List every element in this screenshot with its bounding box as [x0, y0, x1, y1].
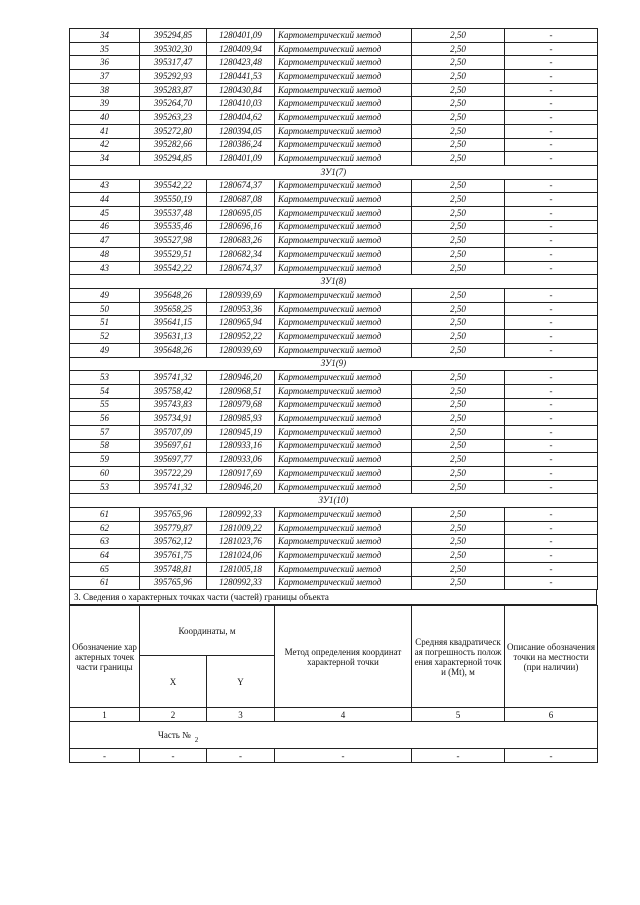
coord-x: 395272,80 [140, 124, 207, 138]
coord-y: 1280674,37 [207, 179, 275, 193]
mt-cell: 2,50 [412, 343, 505, 357]
coord-y: 1280695,05 [207, 206, 275, 220]
point-number: 37 [70, 70, 140, 84]
description-cell: - [505, 193, 598, 207]
description-cell: - [505, 302, 598, 316]
method-cell: Картометрический метод [275, 124, 412, 138]
point-number: 53 [70, 480, 140, 494]
table-row [70, 124, 598, 138]
mt-cell: 2,50 [412, 56, 505, 70]
description-cell: - [505, 467, 598, 481]
table-row [70, 193, 598, 207]
coord-y: 1280682,34 [207, 248, 275, 262]
description-cell: - [505, 152, 598, 166]
description-cell: - [505, 453, 598, 467]
header-x: X [140, 656, 207, 708]
description-cell: - [505, 549, 598, 563]
table-row [70, 70, 598, 84]
method-cell: Картометрический метод [275, 302, 412, 316]
mt-cell: 2,50 [412, 138, 505, 152]
table-row [70, 412, 598, 426]
point-number: 64 [70, 549, 140, 563]
point-number: 61 [70, 508, 140, 522]
method-cell: Картометрический метод [275, 562, 412, 576]
coord-x: 395527,98 [140, 234, 207, 248]
method-cell: Картометрический метод [275, 248, 412, 262]
point-number: 56 [70, 412, 140, 426]
coord-y: 1280696,16 [207, 220, 275, 234]
mt-cell: 2,50 [412, 535, 505, 549]
method-cell: Картометрический метод [275, 535, 412, 549]
description-cell: - [505, 206, 598, 220]
point-number: 60 [70, 467, 140, 481]
coord-x: 395741,32 [140, 480, 207, 494]
method-cell: Картометрический метод [275, 56, 412, 70]
point-number: 34 [70, 29, 140, 43]
coord-y: 1280946,20 [207, 480, 275, 494]
mt-cell: 2,50 [412, 234, 505, 248]
part-label: Часть № [158, 729, 191, 740]
col-number: 2 [140, 708, 207, 722]
section-label: ЗУ1(9) [70, 357, 598, 371]
table-row [70, 234, 598, 248]
column-numbers-row [70, 708, 598, 722]
coord-x: 395765,96 [140, 576, 207, 590]
method-cell: Картометрический метод [275, 521, 412, 535]
coord-y: 1280945,19 [207, 425, 275, 439]
coord-y: 1280933,16 [207, 439, 275, 453]
coord-y: 1280953,36 [207, 302, 275, 316]
point-number: 46 [70, 220, 140, 234]
coord-x: 395631,13 [140, 330, 207, 344]
description-cell: - [505, 248, 598, 262]
description-cell: - [505, 70, 598, 84]
point-number: 45 [70, 206, 140, 220]
coord-y: 1280985,93 [207, 412, 275, 426]
mt-cell: 2,50 [412, 439, 505, 453]
table-row [70, 398, 598, 412]
table-row [70, 384, 598, 398]
part-row [70, 722, 598, 749]
point-number: 49 [70, 343, 140, 357]
table-row [70, 97, 598, 111]
coord-x: 395283,87 [140, 83, 207, 97]
coord-y: 1280409,94 [207, 42, 275, 56]
coord-y: 1280933,06 [207, 453, 275, 467]
coord-x: 395748,81 [140, 562, 207, 576]
coord-y: 1281023,76 [207, 535, 275, 549]
table-row [70, 42, 598, 56]
mt-cell: 2,50 [412, 576, 505, 590]
empty-cell: - [207, 749, 275, 763]
mt-cell: 2,50 [412, 124, 505, 138]
coordinates-table [69, 28, 598, 590]
header-y: Y [207, 656, 275, 708]
table-row [70, 562, 598, 576]
table-row [70, 343, 598, 357]
description-cell: - [505, 56, 598, 70]
section-label: ЗУ1(7) [70, 165, 598, 179]
coord-x: 395741,32 [140, 371, 207, 385]
coord-x: 395294,85 [140, 152, 207, 166]
coord-y: 1280946,20 [207, 371, 275, 385]
mt-cell: 2,50 [412, 521, 505, 535]
table-row [70, 439, 598, 453]
description-cell: - [505, 384, 598, 398]
coord-y: 1281009,22 [207, 521, 275, 535]
description-cell: - [505, 412, 598, 426]
coord-x: 395762,12 [140, 535, 207, 549]
point-number: 36 [70, 56, 140, 70]
point-number: 44 [70, 193, 140, 207]
table-row [70, 480, 598, 494]
table-row [70, 220, 598, 234]
table-row [70, 576, 598, 590]
point-number: 43 [70, 261, 140, 275]
empty-data-row [70, 749, 598, 763]
mt-cell: 2,50 [412, 152, 505, 166]
point-number: 50 [70, 302, 140, 316]
table-row [70, 330, 598, 344]
characteristic-points-table [69, 605, 598, 763]
coord-y: 1280992,33 [207, 576, 275, 590]
table-row [70, 508, 598, 522]
coord-x: 395761,75 [140, 549, 207, 563]
coord-x: 395697,77 [140, 453, 207, 467]
part-number: 2 [194, 735, 199, 744]
col-number: 5 [412, 708, 505, 722]
table-row [70, 152, 598, 166]
coord-y: 1280394,05 [207, 124, 275, 138]
coord-x: 395317,47 [140, 56, 207, 70]
coord-x: 395658,25 [140, 302, 207, 316]
mt-cell: 2,50 [412, 179, 505, 193]
coord-x: 395537,48 [140, 206, 207, 220]
coord-y: 1281024,06 [207, 549, 275, 563]
point-number: 58 [70, 439, 140, 453]
header-mt: Средняя квадратическая погрешность положения характерной точки (Mt), м [412, 606, 505, 708]
coord-y: 1280386,24 [207, 138, 275, 152]
coord-x: 395641,15 [140, 316, 207, 330]
mt-cell: 2,50 [412, 261, 505, 275]
method-cell: Картометрический метод [275, 330, 412, 344]
method-cell: Картометрический метод [275, 480, 412, 494]
table-row [70, 29, 598, 43]
table-row [70, 248, 598, 262]
description-cell: - [505, 398, 598, 412]
empty-cell: - [505, 749, 598, 763]
coord-x: 395648,26 [140, 343, 207, 357]
mt-cell: 2,50 [412, 508, 505, 522]
coord-x: 395294,85 [140, 29, 207, 43]
mt-cell: 2,50 [412, 193, 505, 207]
coord-y: 1280404,62 [207, 111, 275, 125]
coord-x: 395743,83 [140, 398, 207, 412]
method-cell: Картометрический метод [275, 152, 412, 166]
method-cell: Картометрический метод [275, 398, 412, 412]
mt-cell: 2,50 [412, 220, 505, 234]
method-cell: Картометрический метод [275, 234, 412, 248]
coord-x: 395542,22 [140, 179, 207, 193]
coord-x: 395264,70 [140, 97, 207, 111]
method-cell: Картометрический метод [275, 261, 412, 275]
section-3-title: 3. Сведения о характерных точках части (частей) границы объекта [69, 590, 597, 605]
coord-x: 395542,22 [140, 261, 207, 275]
method-cell: Картометрический метод [275, 289, 412, 303]
coord-y: 1280965,94 [207, 316, 275, 330]
coord-x: 395529,51 [140, 248, 207, 262]
mt-cell: 2,50 [412, 412, 505, 426]
mt-cell: 2,50 [412, 549, 505, 563]
coord-x: 395282,66 [140, 138, 207, 152]
coord-y: 1280939,69 [207, 343, 275, 357]
coord-x: 395263,23 [140, 111, 207, 125]
coord-x: 395758,42 [140, 384, 207, 398]
section-row [70, 357, 598, 371]
col-number: 6 [505, 708, 598, 722]
method-cell: Картометрический метод [275, 384, 412, 398]
table-row [70, 56, 598, 70]
table-row [70, 316, 598, 330]
description-cell: - [505, 343, 598, 357]
description-cell: - [505, 234, 598, 248]
coord-y: 1280674,37 [207, 261, 275, 275]
table-row [70, 83, 598, 97]
point-number: 48 [70, 248, 140, 262]
mt-cell: 2,50 [412, 42, 505, 56]
col-number: 1 [70, 708, 140, 722]
coord-y: 1280992,33 [207, 508, 275, 522]
mt-cell: 2,50 [412, 453, 505, 467]
mt-cell: 2,50 [412, 480, 505, 494]
table-row [70, 111, 598, 125]
description-cell: - [505, 289, 598, 303]
empty-cell: - [412, 749, 505, 763]
method-cell: Картометрический метод [275, 508, 412, 522]
description-cell: - [505, 83, 598, 97]
table-row [70, 549, 598, 563]
coord-x: 395292,93 [140, 70, 207, 84]
description-cell: - [505, 576, 598, 590]
description-cell: - [505, 508, 598, 522]
description-cell: - [505, 179, 598, 193]
table-row [70, 467, 598, 481]
col-number: 4 [275, 708, 412, 722]
point-number: 47 [70, 234, 140, 248]
coord-x: 395722,29 [140, 467, 207, 481]
coord-y: 1280430,84 [207, 83, 275, 97]
point-number: 49 [70, 289, 140, 303]
method-cell: Картометрический метод [275, 549, 412, 563]
description-cell: - [505, 261, 598, 275]
point-number: 42 [70, 138, 140, 152]
mt-cell: 2,50 [412, 398, 505, 412]
method-cell: Картометрический метод [275, 83, 412, 97]
method-cell: Картометрический метод [275, 111, 412, 125]
description-cell: - [505, 97, 598, 111]
table-row [70, 179, 598, 193]
mt-cell: 2,50 [412, 316, 505, 330]
section-label: ЗУ1(10) [70, 494, 598, 508]
method-cell: Картометрический метод [275, 439, 412, 453]
method-cell: Картометрический метод [275, 343, 412, 357]
point-number: 61 [70, 576, 140, 590]
method-cell: Картометрический метод [275, 42, 412, 56]
coord-y: 1280917,69 [207, 467, 275, 481]
description-cell: - [505, 138, 598, 152]
point-number: 43 [70, 179, 140, 193]
mt-cell: 2,50 [412, 111, 505, 125]
coord-y: 1280979,68 [207, 398, 275, 412]
mt-cell: 2,50 [412, 206, 505, 220]
point-number: 54 [70, 384, 140, 398]
method-cell: Картометрический метод [275, 138, 412, 152]
method-cell: Картометрический метод [275, 97, 412, 111]
description-cell: - [505, 42, 598, 56]
mt-cell: 2,50 [412, 97, 505, 111]
description-cell: - [505, 316, 598, 330]
mt-cell: 2,50 [412, 467, 505, 481]
point-number: 53 [70, 371, 140, 385]
point-number: 35 [70, 42, 140, 56]
header-point-designation: Обозначение характерных точек части границы [70, 606, 140, 708]
point-number: 38 [70, 83, 140, 97]
method-cell: Картометрический метод [275, 453, 412, 467]
coord-y: 1280683,26 [207, 234, 275, 248]
header-method: Метод определения координат характерной точки [275, 606, 412, 708]
description-cell: - [505, 220, 598, 234]
empty-cell: - [275, 749, 412, 763]
description-cell: - [505, 425, 598, 439]
coord-x: 395779,87 [140, 521, 207, 535]
section-label: ЗУ1(8) [70, 275, 598, 289]
coord-y: 1280410,03 [207, 97, 275, 111]
coord-y: 1280441,53 [207, 70, 275, 84]
method-cell: Картометрический метод [275, 179, 412, 193]
point-number: 41 [70, 124, 140, 138]
coord-y: 1281005,18 [207, 562, 275, 576]
coord-y: 1280687,08 [207, 193, 275, 207]
table-row [70, 425, 598, 439]
point-number: 55 [70, 398, 140, 412]
coord-y: 1280968,51 [207, 384, 275, 398]
point-number: 34 [70, 152, 140, 166]
table-row [70, 535, 598, 549]
description-cell: - [505, 480, 598, 494]
mt-cell: 2,50 [412, 29, 505, 43]
section-row [70, 165, 598, 179]
mt-cell: 2,50 [412, 289, 505, 303]
description-cell: - [505, 521, 598, 535]
mt-cell: 2,50 [412, 562, 505, 576]
coord-y: 1280952,22 [207, 330, 275, 344]
method-cell: Картометрический метод [275, 206, 412, 220]
col-number: 3 [207, 708, 275, 722]
table-row [70, 289, 598, 303]
table-row [70, 371, 598, 385]
description-cell: - [505, 111, 598, 125]
description-cell: - [505, 535, 598, 549]
coord-y: 1280401,09 [207, 152, 275, 166]
mt-cell: 2,50 [412, 425, 505, 439]
table-row [70, 453, 598, 467]
document-sheet [69, 28, 597, 763]
empty-cell: - [140, 749, 207, 763]
coord-y: 1280423,48 [207, 56, 275, 70]
mt-cell: 2,50 [412, 83, 505, 97]
coord-x: 395302,30 [140, 42, 207, 56]
coord-x: 395550,19 [140, 193, 207, 207]
description-cell: - [505, 330, 598, 344]
point-number: 59 [70, 453, 140, 467]
mt-cell: 2,50 [412, 248, 505, 262]
mt-cell: 2,50 [412, 330, 505, 344]
description-cell: - [505, 562, 598, 576]
method-cell: Картометрический метод [275, 467, 412, 481]
coord-y: 1280401,09 [207, 29, 275, 43]
table-row [70, 261, 598, 275]
point-number: 57 [70, 425, 140, 439]
point-number: 65 [70, 562, 140, 576]
coord-x: 395765,96 [140, 508, 207, 522]
header-coordinates: Координаты, м [140, 606, 275, 656]
method-cell: Картометрический метод [275, 220, 412, 234]
part-label-cell [70, 722, 598, 749]
description-cell: - [505, 439, 598, 453]
method-cell: Картометрический метод [275, 316, 412, 330]
method-cell: Картометрический метод [275, 193, 412, 207]
point-number: 40 [70, 111, 140, 125]
method-cell: Картометрический метод [275, 412, 412, 426]
empty-cell: - [70, 749, 140, 763]
point-number: 51 [70, 316, 140, 330]
section-row [70, 494, 598, 508]
mt-cell: 2,50 [412, 70, 505, 84]
coord-x: 395707,09 [140, 425, 207, 439]
method-cell: Картометрический метод [275, 29, 412, 43]
method-cell: Картометрический метод [275, 425, 412, 439]
description-cell: - [505, 124, 598, 138]
mt-cell: 2,50 [412, 384, 505, 398]
point-number: 52 [70, 330, 140, 344]
description-cell: - [505, 29, 598, 43]
table-row [70, 206, 598, 220]
method-cell: Картометрический метод [275, 70, 412, 84]
point-number: 62 [70, 521, 140, 535]
table-row [70, 302, 598, 316]
mt-cell: 2,50 [412, 371, 505, 385]
coord-x: 395734,91 [140, 412, 207, 426]
mt-cell: 2,50 [412, 302, 505, 316]
method-cell: Картометрический метод [275, 576, 412, 590]
coord-y: 1280939,69 [207, 289, 275, 303]
point-number: 39 [70, 97, 140, 111]
table-row [70, 521, 598, 535]
description-cell: - [505, 371, 598, 385]
coord-x: 395535,46 [140, 220, 207, 234]
coord-x: 395697,61 [140, 439, 207, 453]
method-cell: Картометрический метод [275, 371, 412, 385]
header-description: Описание обозначения точки на местности (при наличии) [505, 606, 598, 708]
coord-x: 395648,26 [140, 289, 207, 303]
point-number: 63 [70, 535, 140, 549]
section-row [70, 275, 598, 289]
table-row [70, 138, 598, 152]
